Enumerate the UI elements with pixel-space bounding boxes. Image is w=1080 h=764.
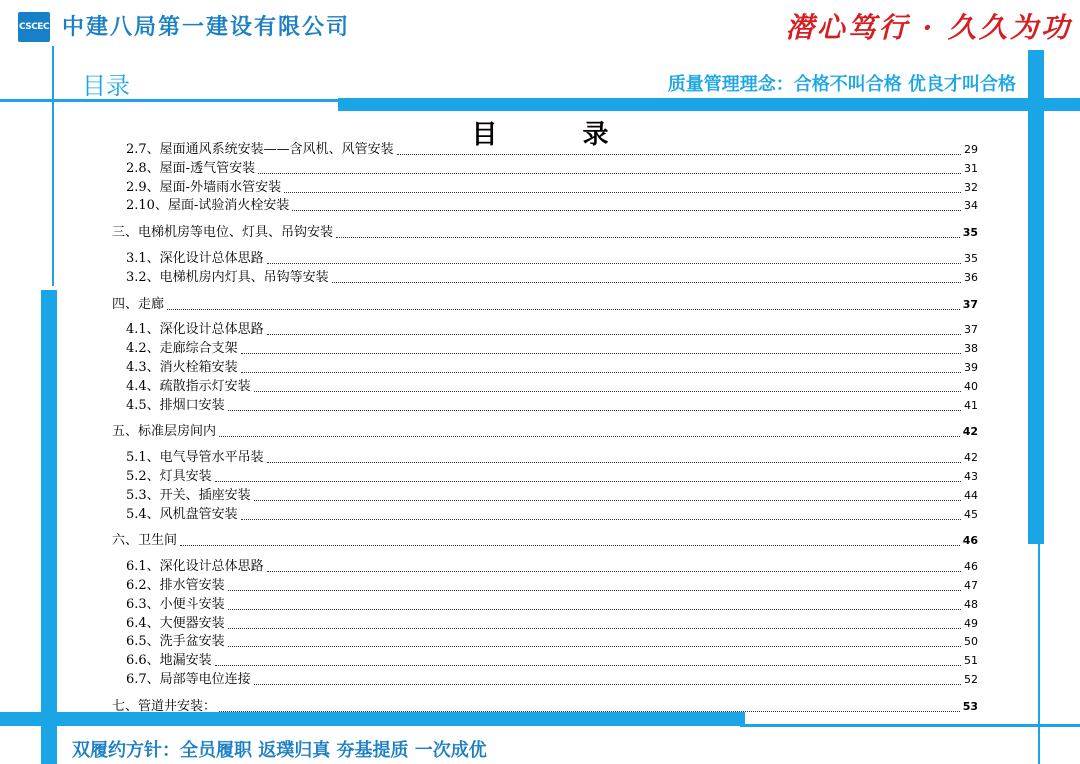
frame-bottom-right-line — [740, 724, 1080, 727]
toc-entry-label: 4.4、疏散指示灯安装 — [126, 378, 251, 394]
toc-entry — [112, 596, 978, 614]
toc-page-number: 43 — [964, 470, 978, 483]
toc-chapter-entry — [112, 296, 978, 314]
toc-entry-label: 4.2、走廊综合支架 — [126, 341, 238, 357]
toc-page-number: 44 — [964, 488, 978, 502]
toc-entry-label: 3.2、电梯机房内灯具、吊钩等安装 — [126, 269, 329, 285]
toc-entry-label: 七、管道井安装： — [112, 698, 217, 714]
toc-leader-dots — [258, 172, 961, 174]
toc-entry — [112, 141, 978, 159]
toc-chapter-entry — [112, 532, 978, 550]
toc-chapter-entry — [112, 224, 978, 242]
toc-entry-label: 4.3、消火栓箱安装 — [126, 360, 238, 375]
toc-page-number: 46 — [962, 534, 978, 548]
toc-leader-dots — [241, 371, 961, 373]
company-logo: CSCEC — [18, 12, 50, 42]
toc-page-number: 52 — [964, 673, 978, 686]
toc-entry — [112, 577, 978, 595]
toc-chapter-entry — [112, 423, 978, 441]
toc-entry-label: 4.1、深化设计总体思路 — [126, 322, 264, 338]
toc-entry — [112, 321, 978, 339]
toc-entry — [112, 468, 978, 486]
toc-entry-label: 6.5、洗手盆安装 — [126, 634, 225, 650]
toc-page-number: 39 — [964, 361, 978, 374]
toc-page-number: 31 — [964, 161, 978, 175]
toc-entry-label: 六、卫生间 — [112, 533, 178, 549]
toc-page-number: 40 — [964, 379, 978, 393]
footer-slogan: 双履约方针：全员履职 返璞归真 夯基提质 一次成优 — [72, 740, 487, 761]
toc-leader-dots — [332, 281, 961, 283]
toc-leader-dots — [254, 499, 961, 501]
toc-page-number: 46 — [964, 560, 978, 574]
toc-page-number: 37 — [964, 323, 978, 337]
toc-leader-dots — [180, 544, 960, 546]
toc-leader-dots — [215, 664, 961, 666]
toc-leader-dots — [267, 333, 961, 335]
toc-entry-label: 6.7、局部等电位连接 — [126, 672, 251, 687]
toc-entry — [112, 506, 978, 524]
toc-leader-dots — [254, 683, 961, 685]
toc-entry — [112, 179, 978, 197]
toc-leader-dots — [228, 645, 961, 647]
toc-entry — [112, 359, 978, 377]
toc-page-number: 50 — [964, 635, 978, 649]
toc-entry — [112, 269, 978, 287]
toc-entry-label: 2.7、屋面通风系统安装——含风机、风管安装 — [126, 142, 394, 157]
motto-slogan: 潜心笃行 · 久久为功 — [785, 11, 1072, 44]
toc-leader-dots — [254, 390, 961, 392]
toc-leader-dots — [267, 461, 961, 463]
toc-entry-label: 6.2、排水管安装 — [126, 578, 225, 593]
toc-entry — [112, 160, 978, 178]
toc-entry-label: 2.10、屋面-试验消火栓安装 — [126, 198, 290, 214]
toc-page-number: 38 — [964, 342, 978, 356]
toc-entry — [112, 652, 978, 670]
toc-leader-dots — [267, 570, 961, 572]
toc-entry — [112, 671, 978, 689]
toc-entry-label: 三、电梯机房等电位、灯具、吊钩安装 — [112, 225, 334, 241]
toc-entry — [112, 340, 978, 358]
toc-entry-label: 4.5、排烟口安装 — [126, 397, 225, 413]
toc-entry-label: 5.1、电气导管水平吊装 — [126, 450, 264, 466]
toc-entry — [112, 449, 978, 467]
toc-entry-label: 6.6、地漏安装 — [126, 653, 212, 669]
toc-entry-label: 五、标准层房间内 — [112, 424, 217, 440]
toc-page-number: 41 — [964, 398, 978, 412]
toc-page-number: 45 — [964, 507, 978, 521]
toc-entry — [112, 197, 978, 215]
toc-page-number: 37 — [962, 297, 978, 311]
toc-leader-dots — [219, 435, 960, 437]
toc-page-number: 51 — [964, 654, 978, 668]
toc-entry — [112, 633, 978, 651]
toc-entry-label: 3.1、深化设计总体思路 — [126, 251, 264, 266]
toc-page-number: 32 — [964, 180, 978, 194]
frame-right-thin-line — [1038, 544, 1040, 764]
toc-entry-label: 2.8、屋面-透气管安装 — [126, 160, 256, 176]
toc-leader-dots — [336, 236, 960, 238]
toc-leader-dots — [267, 262, 961, 264]
toc-page-number: 42 — [962, 425, 978, 439]
toc-leader-dots — [284, 191, 961, 193]
toc-entry-label: 2.9、屋面-外墙雨水管安装 — [126, 179, 282, 195]
toc-leader-dots — [292, 209, 961, 211]
toc-leader-dots — [228, 589, 961, 591]
toc-leader-dots — [228, 608, 961, 610]
section-title: 目录 — [82, 72, 130, 100]
toc-leader-dots — [215, 480, 961, 482]
toc-page-number: 48 — [964, 597, 978, 611]
toc-leader-dots — [228, 627, 961, 629]
toc-entry-label: 6.3、小便斗安装 — [126, 596, 225, 612]
toc-page-number: 29 — [964, 143, 978, 156]
toc-page-number: 34 — [964, 199, 978, 213]
toc-entry — [112, 378, 978, 396]
toc-entry — [112, 558, 978, 576]
company-name: 中建八局第一建设有限公司 — [62, 15, 351, 40]
toc-page-number: 35 — [962, 226, 978, 240]
toc-entry — [112, 250, 978, 268]
toc-leader-dots — [241, 518, 961, 520]
toc-entry-label: 5.4、风机盘管安装 — [126, 506, 238, 522]
toc-page-number: 35 — [964, 252, 978, 265]
toc-entry-label: 5.2、灯具安装 — [126, 469, 212, 484]
toc-entry-label: 6.1、深化设计总体思路 — [126, 559, 264, 575]
toc-page-number: 49 — [964, 616, 978, 630]
toc-page-number: 36 — [964, 270, 978, 284]
toc-leader-dots — [228, 409, 961, 411]
toc-entry — [112, 615, 978, 633]
toc-leader-dots — [397, 153, 961, 155]
toc-entry-label: 6.4、大便器安装 — [126, 615, 225, 631]
quality-philosophy: 质量管理理念：合格不叫合格 优良才叫合格 — [667, 74, 1016, 95]
toc-page-number: 47 — [964, 579, 978, 592]
toc-entry-label: 5.3、开关、插座安装 — [126, 487, 251, 503]
toc-chapter-entry — [112, 698, 978, 716]
toc-entry — [112, 397, 978, 415]
frame-left-thin-line — [52, 46, 54, 286]
toc-entry — [112, 487, 978, 505]
toc-entry-label: 四、走廊 — [112, 296, 165, 312]
toc-leader-dots — [241, 352, 961, 354]
frame-top-right-bar — [338, 98, 1080, 111]
frame-left-thick-bar — [41, 290, 57, 764]
toc-page-number: 53 — [962, 699, 978, 713]
toc-leader-dots — [167, 308, 960, 310]
toc-heading: 目 录 — [471, 120, 647, 150]
toc-page-number: 42 — [964, 451, 978, 465]
toc-leader-dots — [219, 710, 960, 712]
